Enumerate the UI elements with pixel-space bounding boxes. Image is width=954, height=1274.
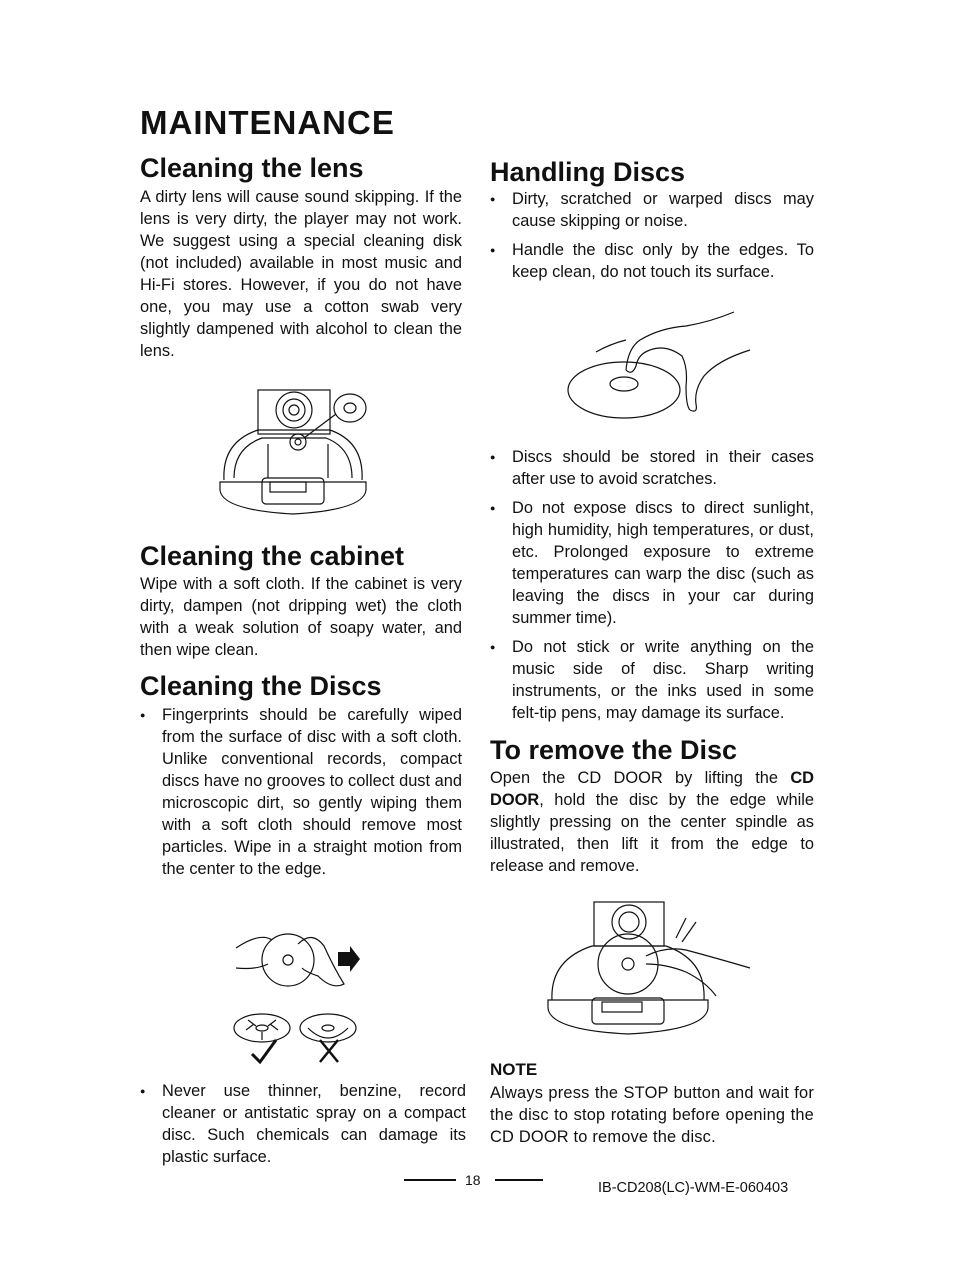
list-item: ● Never use thinner, benzine, record cleaner or antistatic spray on a compact disc. Such chemicals can damage its plastic surface. xyxy=(140,1080,466,1168)
section-handling-discs xyxy=(490,156,814,290)
remove-text xyxy=(490,767,814,877)
footer-rule-right xyxy=(495,1179,543,1181)
heading-remove-disc: To remove the Disc xyxy=(490,735,738,765)
heading-cleaning-cabinet: Cleaning the cabinet xyxy=(140,541,405,571)
section-note xyxy=(490,1060,814,1148)
document-code: IB-CD208(LC)-WM-E-060403 xyxy=(598,1180,789,1196)
list-item: ● Do not stick or write anything on the music side of disc. Sharp writing instruments, or the inks used in some felt-tip pens, may damage its surface. xyxy=(490,636,814,724)
list-item: ● Dirty, scratched or warped discs may cause skipping or noise. xyxy=(490,188,814,232)
section-cleaning-cabinet xyxy=(140,540,462,661)
cleaning-discs-list xyxy=(140,704,462,880)
arrow-right-icon xyxy=(338,946,360,972)
list-item: ● Fingerprints should be carefully wiped from the surface of disc with a soft cloth. Unlike conventional records, compact discs have no grooves to collect dust and microscopic dirt, so gently wiping them with a soft cloth should remove most particles. Wipe in a straight motion from the center to the edge. xyxy=(140,704,462,880)
heading-handling-discs: Handling Discs xyxy=(490,157,686,187)
section-cleaning-lens xyxy=(140,152,462,362)
boombox-remove-disc-illustration xyxy=(546,898,752,1038)
note-heading: NOTE xyxy=(490,1060,538,1079)
heading-cleaning-lens: Cleaning the lens xyxy=(140,153,364,183)
remove-text-part: , hold the disc by the edge while slightly pressing on the center spindle as illustrated, then lift it from the edge to release and remove. xyxy=(490,791,814,875)
heading-cleaning-discs: Cleaning the Discs xyxy=(140,671,382,701)
boombox-lens-illustration xyxy=(218,386,368,518)
hand-holding-disc-illustration xyxy=(566,310,752,422)
list-item: ● Discs should be stored in their cases after use to avoid scratches. xyxy=(490,446,814,490)
section-remove-disc xyxy=(490,734,814,877)
handling-discs-list xyxy=(490,188,814,283)
page-title: MAINTENANCE xyxy=(140,104,395,141)
section-cleaning-discs xyxy=(140,670,462,887)
remove-text-bold: CD DOOR xyxy=(490,769,814,809)
lens-text: A dirty lens will cause sound skipping. If the lens is very dirty, the player may not work. We suggest using a special cleaning disk (not included) available in most music and Hi-Fi stores. However, if you do not have one, you may use a cotton swab very slightly dampened with alcohol to clean the lens. xyxy=(140,188,462,360)
note-text: Always press the STOP button and wait for the disc to stop rotating before opening the CD DOOR to remove the disc. xyxy=(490,1084,814,1146)
cross-icon xyxy=(320,1040,338,1062)
cabinet-text: Wipe with a soft cloth. If the cabinet is very dirty, dampen (not dripping wet) the cloth with a weak solution of soapy water, and then wipe clean. xyxy=(140,575,462,659)
page-number: 18 xyxy=(465,1172,481,1188)
wiping-disc-illustration xyxy=(232,928,364,1066)
handling-discs-list-2 xyxy=(490,446,814,731)
remove-text-part: Open the CD DOOR by lifting the xyxy=(490,769,791,787)
checkmark-icon xyxy=(252,1040,276,1062)
list-item: ● Handle the disc only by the edges. To keep clean, do not touch its surface. xyxy=(490,239,814,283)
cleaning-discs-list-2 xyxy=(140,1080,466,1175)
footer-rule-left xyxy=(404,1179,456,1181)
list-item: ● Do not expose discs to direct sunlight, high humidity, high temperatures, or dust, etc. Prolonged exposure to extreme temperatures can warp the disc (such as leaving the discs in your car during summer time). xyxy=(490,497,814,629)
